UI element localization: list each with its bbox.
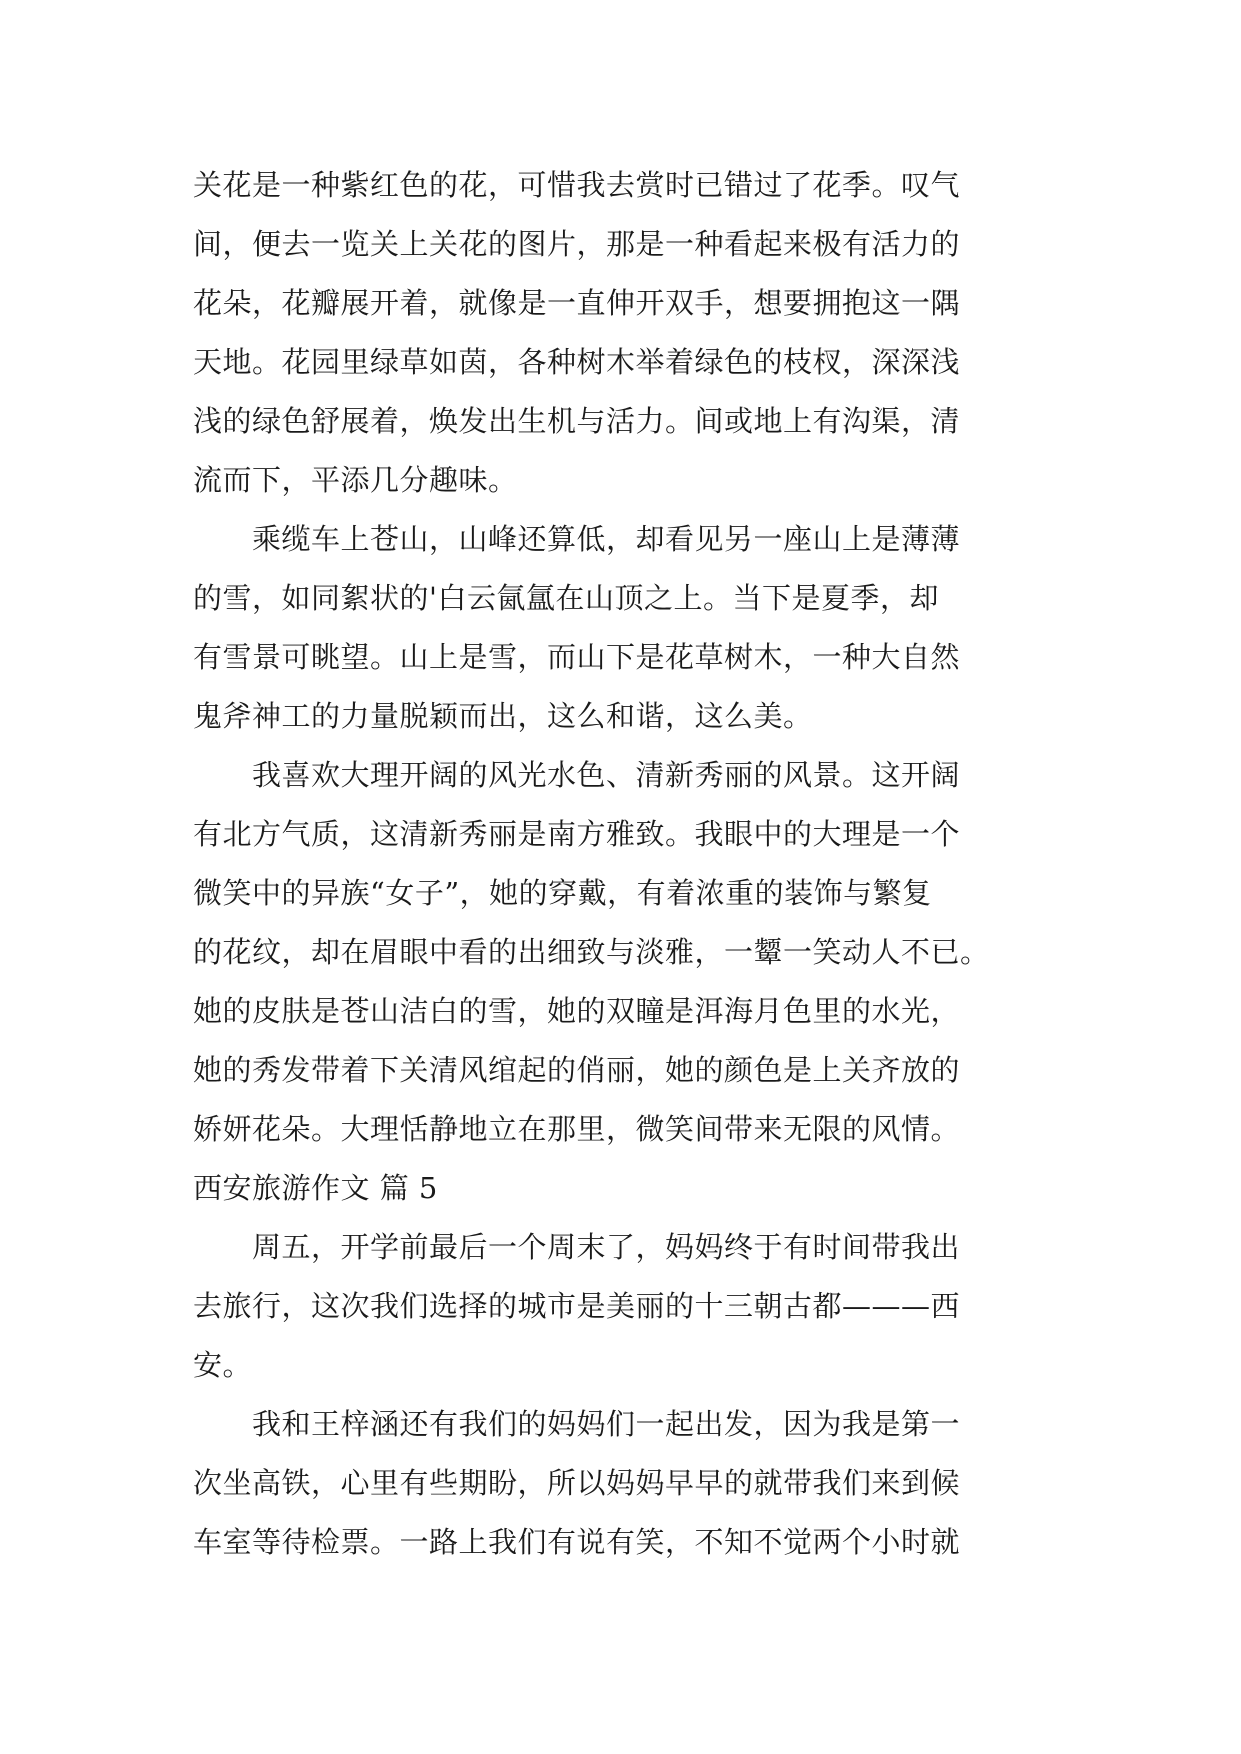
text-line: 关花是一种紫红色的花，可惜我去赏时已错过了花季。叹气 bbox=[193, 168, 961, 202]
text-line: 她的秀发带着下关清风绾起的俏丽，她的颜色是上关齐放的 bbox=[193, 1053, 961, 1087]
text-line: 的雪，如同絮状的'白云氤氲在山顶之上。当下是夏季，却 bbox=[193, 581, 939, 615]
text-line: 有北方气质，这清新秀丽是南方雅致。我眼中的大理是一个 bbox=[193, 817, 961, 851]
paragraph-first-line: 周五，开学前最后一个周末了，妈妈终于有时间带我出 bbox=[252, 1230, 961, 1264]
paragraph-first-line: 我和王梓涵还有我们的妈妈们一起出发，因为我是第一 bbox=[252, 1407, 961, 1441]
text-line: 她的皮肤是苍山洁白的雪，她的双瞳是洱海月色里的水光， bbox=[193, 994, 961, 1028]
text-line: 安。 bbox=[193, 1348, 253, 1382]
text-line: 间，便去一览关上关花的图片，那是一种看起来极有活力的 bbox=[193, 227, 961, 261]
text-line: 车室等待检票。一路上我们有说有笑，不知不觉两个小时就 bbox=[193, 1525, 961, 1559]
text-line: 去旅行，这次我们选择的城市是美丽的十三朝古都———西 bbox=[193, 1289, 961, 1323]
text-line: 鬼斧神工的力量脱颖而出，这么和谐，这么美。 bbox=[193, 699, 813, 733]
paragraph-first-line: 我喜欢大理开阔的风光水色、清新秀丽的风景。这开阔 bbox=[252, 758, 961, 792]
text-line: 天地。花园里绿草如茵，各种树木举着绿色的枝杈，深深浅 bbox=[193, 345, 961, 379]
text-line: 的花纹，却在眉眼中看的出细致与淡雅，一颦一笑动人不已。 bbox=[193, 935, 990, 969]
text-line: 浅的绿色舒展着，焕发出生机与活力。间或地上有沟渠，清 bbox=[193, 404, 961, 438]
document-body bbox=[193, 156, 1053, 1572]
text-line: 花朵，花瓣展开着，就像是一直伸开双手，想要拥抱这一隅 bbox=[193, 286, 961, 320]
text-line: 微笑中的异族“女子”，她的穿戴，有着浓重的装饰与繁复 bbox=[193, 876, 932, 910]
text-line: 流而下，平添几分趣味。 bbox=[193, 463, 518, 497]
text-line: 次坐高铁，心里有些期盼，所以妈妈早早的就带我们来到候 bbox=[193, 1466, 961, 1500]
section-heading: 西安旅游作文 篇 5 bbox=[193, 1171, 438, 1205]
text-line: 有雪景可眺望。山上是雪，而山下是花草树木，一种大自然 bbox=[193, 640, 961, 674]
paragraph-first-line: 乘缆车上苍山，山峰还算低，却看见另一座山上是薄薄 bbox=[252, 522, 961, 556]
text-line: 娇妍花朵。大理恬静地立在那里，微笑间带来无限的风情。 bbox=[193, 1112, 961, 1146]
